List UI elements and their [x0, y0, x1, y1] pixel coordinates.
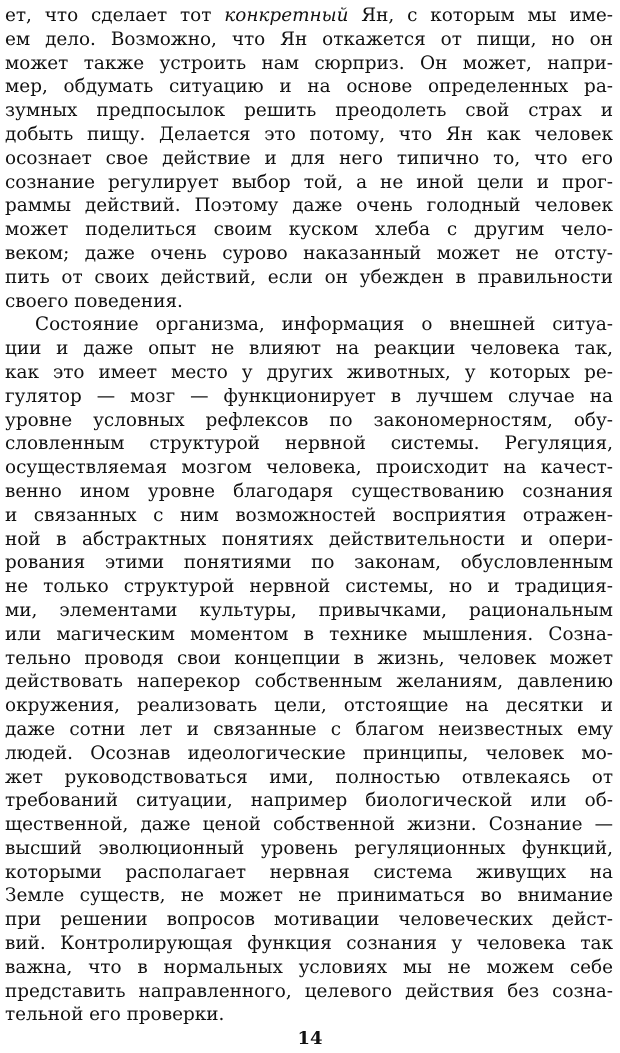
text-line: Земле существ, не может не приниматься во внимание [5, 885, 613, 907]
text-line: венно ином уровне благодаря существованию сознания [5, 480, 613, 502]
text-line: ной в абстрактных понятиях действительности и опери- [5, 528, 613, 550]
body-text [5, 4, 613, 1027]
text-line: высший эволюционный уровень регуляционных функций, [5, 837, 613, 859]
text-line: окружения, реализовать цели, отстоящие на десятки и [5, 695, 613, 717]
text-line: сознание регулирует выбор той, а не иной цели и прог- [5, 171, 613, 193]
emphasis: конкретный [224, 5, 349, 26]
paragraph [5, 4, 613, 313]
text-line: осознает свое действие и для него типично то, что его [5, 147, 613, 169]
page-number: 14 [297, 1028, 323, 1049]
text-line: даже сотни лет и связанные с благом неизвестных ему [5, 718, 613, 740]
text-line: Состояние организма, информация о внешней ситуа- [35, 314, 613, 336]
text-line: ет, что сделает тот конкретный Ян, с которым мы име- [5, 5, 613, 26]
text-line: требований ситуации, например биологической или об- [5, 790, 613, 812]
text-line: при решении вопросов мотивации человеческих дейст- [5, 909, 613, 931]
text-line: пить от своих действий, если он убежден в правильности [5, 266, 613, 288]
text-line: рования этими понятиями по законам, обусловленным [5, 552, 613, 574]
text-line: представить направленного, целевого действия без созна- [5, 980, 613, 1002]
text-line: действовать наперекор собственным желаниям, давлению [5, 671, 613, 693]
text-line: осуществляемая мозгом человека, происходит на качест- [5, 457, 613, 479]
text-line: раммы действий. Поэтому даже очень голодный человек [5, 195, 613, 217]
paragraph [5, 313, 613, 1027]
text-line: зумных предпосылок решить преодолеть свой страх и [5, 100, 613, 122]
text-line: ции и даже опыт не влияют на реакции человека так, [5, 338, 613, 360]
text-line: и связанных с ним возможностей восприятия отражен- [5, 504, 613, 526]
text-line: щественной, даже ценой собственной жизни. Сознание — [5, 814, 613, 836]
text-line: словленным структурой нервной системы. Регуляция, [5, 433, 613, 455]
text-line: уровне условных рефлексов по закономерностям, обу- [5, 409, 613, 431]
text-line: мер, обдумать ситуацию и на основе определенных ра- [5, 76, 613, 98]
text-line: людей. Осознав идеологические принципы, человек мо- [5, 742, 613, 764]
text-line: может также устроить нам сюрприз. Он может, напри- [5, 52, 613, 74]
text-line: тельной его проверки. [5, 1004, 225, 1026]
text-line: не только структурой нервной системы, но и традиция- [5, 576, 613, 598]
text-line: вий. Контролирующая функция сознания у человека так [5, 933, 613, 955]
text-line: или магическим моментом в технике мышления. Созна- [5, 623, 613, 645]
text-line: которыми располагает нервная система живущих на [5, 861, 613, 883]
text-line: как это имеет место у других животных, у которых ре- [5, 361, 613, 383]
text-line: гулятор — мозг — функционирует в лучшем случае на [5, 385, 613, 407]
text-line: добыть пищу. Делается это потому, что Ян как человек [5, 123, 613, 145]
text-line: ем дело. Возможно, что Ян откажется от пищи, но он [5, 28, 613, 50]
text-line: жет руководствоваться ими, полностью отвлекаясь от [5, 766, 613, 788]
text-line: ми, элементами культуры, привычками, рациональным [5, 599, 613, 621]
text-line: важна, что в нормальных условиях мы не можем себе [5, 956, 613, 978]
text-line: веком; даже очень сурово наказанный может не отсту- [5, 242, 613, 264]
text-line: своего поведения. [5, 290, 183, 312]
text-line: может поделиться своим куском хлеба с другим чело- [5, 219, 613, 241]
text-line: тельно проводя свои концепции в жизнь, человек может [5, 647, 613, 669]
